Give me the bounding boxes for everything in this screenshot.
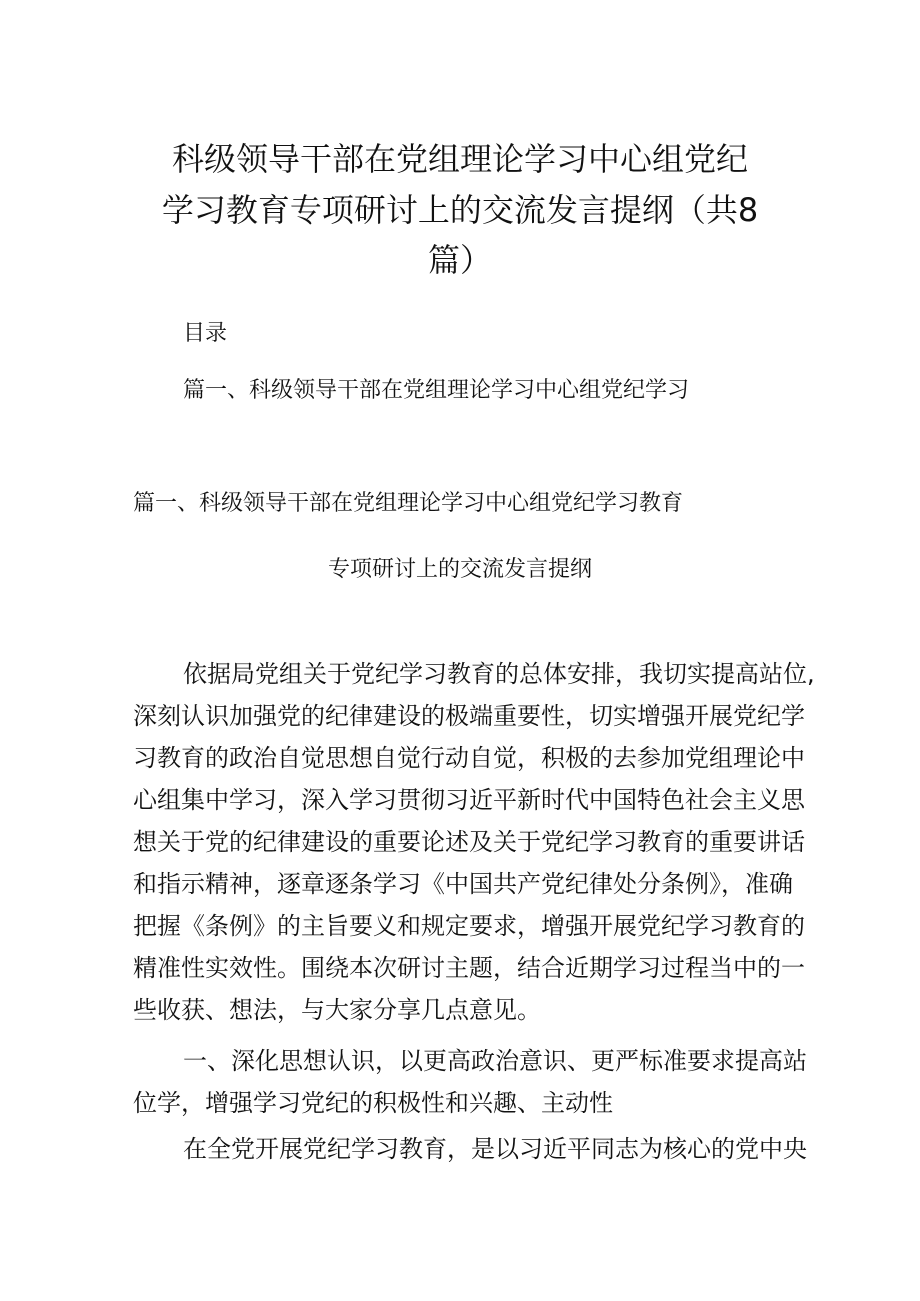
body-line: 一、深化思想认识，以更高政治意识、更严标准要求提高站 [183, 1047, 807, 1075]
body-line: 精准性实效性。围绕本次研讨主题，结合近期学习过程当中的一 [133, 954, 805, 982]
body-line: 位学，增强学习党纪的积极性和兴趣、主动性 [133, 1089, 613, 1117]
body-line: 把握《条例》的主旨要义和规定要求，增强开展党纪学习教育的 [133, 912, 805, 940]
body-line: 依据局党组关于党纪学习教育的总体安排，我切实提高站位, [183, 660, 815, 688]
toc-item: 篇一、科级领导干部在党组理论学习中心组党纪学习 [183, 378, 690, 403]
document-title-line-1: 科级领导干部在党组理论学习中心组党纪 [171, 140, 748, 178]
document-title-line-2: 学习教育专项研讨上的交流发言提纲（共8 [161, 191, 759, 229]
body-line: 心组集中学习，深入学习贯彻习近平新时代中国特色社会主义思 [133, 786, 805, 814]
body-line: 想关于党的纪律建设的重要论述及关于党纪学习教育的重要讲话 [133, 828, 805, 856]
document-title-line-3: 篇） [427, 241, 492, 279]
body-line: 深刻认识加强党的纪律建设的极端重要性，切实增强开展党纪学 [133, 702, 805, 730]
body-line: 些收获、想法，与大家分享几点意见。 [133, 996, 541, 1024]
body-line: 和指示精神，逐章逐条学习《中国共产党纪律处分条例》，准确 [133, 870, 793, 898]
body-line: 在全党开展党纪学习教育，是以习近平同志为核心的党中央 [183, 1135, 807, 1163]
toc-label: 目录 [183, 321, 228, 346]
section-heading-line-2: 专项研讨上的交流发言提纲 [327, 557, 592, 582]
section-heading-line-1: 篇一、科级领导干部在党组理论学习中心组党纪学习教育 [133, 491, 684, 516]
body-line: 习教育的政治自觉思想自觉行动自觉，积极的去参加党组理论中 [133, 744, 805, 772]
